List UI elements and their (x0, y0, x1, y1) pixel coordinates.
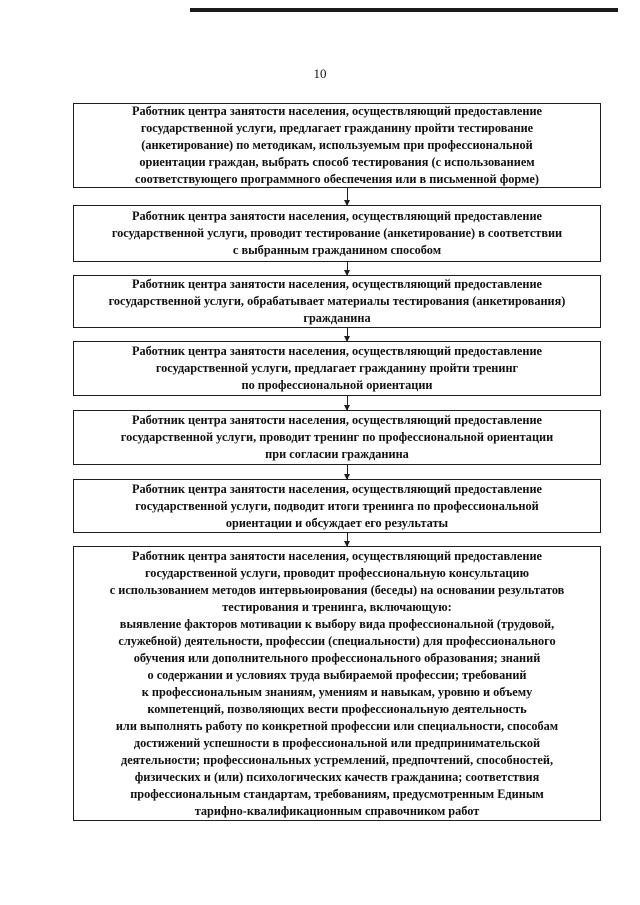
step-3-line: гражданина (303, 311, 371, 325)
step-7-line: или выполнять работу по конкретной профессии или специальности, способам (115, 718, 559, 733)
step-7-line: достижений успешности в профессиональной или предпринимательской (133, 735, 541, 750)
step-7-line: тарифно-квалификационным справочником работ (194, 803, 480, 818)
step-4-line: государственной услуги, предлагает гражданину пройти тренинг (155, 361, 519, 375)
step-box-5 (73, 410, 601, 465)
flow-arrow-4 (347, 396, 348, 410)
top-rule (190, 8, 618, 12)
flow-arrow-2 (347, 262, 348, 275)
step-7-line: профессиональным стандартам, требованиям, предусмотренным Единым (130, 786, 544, 801)
step-7-line: выявление факторов мотивации к выбору вида профессиональной (трудовой, (119, 616, 555, 631)
step-7-line: компетенций, позволяющих вести профессиональную деятельность (147, 701, 527, 716)
step-3-line: государственной услуги, обрабатывает материалы тестирования (анкетирования) (108, 294, 566, 308)
step-box-2 (73, 205, 601, 262)
step-3-line: Работник центра занятости населения, осуществляющий предоставление (131, 277, 542, 291)
step-7-line: деятельности; профессиональных устремлений, предпочтений, способностей, (120, 752, 554, 767)
step-7-line: физических и (или) психологических качеств гражданина; соответствия (134, 769, 540, 784)
step-7-line: Работник центра занятости населения, осуществляющий предоставление (131, 548, 542, 563)
flow-arrow-5 (347, 465, 348, 479)
step-box-1 (73, 103, 601, 188)
step-7-line: обучения или дополнительного профессионального образования; знаний (133, 650, 541, 665)
step-box-7 (73, 546, 601, 821)
step-7-line: тестирования и тренинга, включающую: (222, 599, 452, 614)
step-7-line: служебной) деятельности, профессии (специальности) для профессионального (118, 633, 556, 648)
step-1-line: соответствующего программного обеспечения или в письменной форме) (135, 172, 539, 186)
page-number: 10 (313, 66, 327, 81)
step-7-line: государственной услуги, проводит профессиональную консультацию (145, 565, 529, 580)
step-7-line: с использованием методов интервьюирования (беседы) на основании результатов (109, 582, 565, 597)
flow-arrow-3 (347, 328, 348, 341)
step-1-line: ориентации граждан, выбрать способ тестирования (с использованием (139, 155, 535, 169)
step-7-line: к профессиональным знаниям, умениям и навыкам, уровню и объему (141, 684, 533, 699)
step-box-3 (73, 275, 601, 328)
step-2-line: Работник центра занятости населения, осуществляющий предоставление (131, 209, 542, 223)
step-5-line: государственной услуги, проводит тренинг по профессиональной ориентации (120, 430, 554, 444)
step-1-line: (анкетирование) по методикам, используемым при профессиональной (141, 138, 533, 152)
step-box-6 (73, 479, 601, 533)
step-4-line: по профессиональной ориентации (241, 378, 433, 392)
step-4-line: Работник центра занятости населения, осуществляющий предоставление (131, 344, 542, 358)
step-6-line: ориентации и обсуждает его результаты (225, 515, 449, 530)
step-1-line: Работник центра занятости населения, осуществляющий предоставление (131, 104, 542, 118)
step-1-line: государственной услуги, предлагает гражданину пройти тестирование (140, 121, 534, 135)
step-5-line: Работник центра занятости населения, осуществляющий предоставление (131, 413, 542, 427)
flow-arrow-6 (347, 533, 348, 546)
step-6-line: Работник центра занятости населения, осуществляющий предоставление (131, 481, 542, 496)
step-6-line: государственной услуги, подводит итоги тренинга по профессиональной (135, 498, 539, 513)
step-2-line: с выбранным гражданином способом (232, 243, 442, 257)
flow-arrow-1 (347, 188, 348, 205)
step-box-4 (73, 341, 601, 396)
step-5-line: при согласии гражданина (265, 447, 409, 461)
step-2-line: государственной услуги, проводит тестирование (анкетирование) в соответствии (111, 226, 563, 240)
step-7-line: о содержании и условиях труда выбираемой профессии; требований (147, 667, 527, 682)
